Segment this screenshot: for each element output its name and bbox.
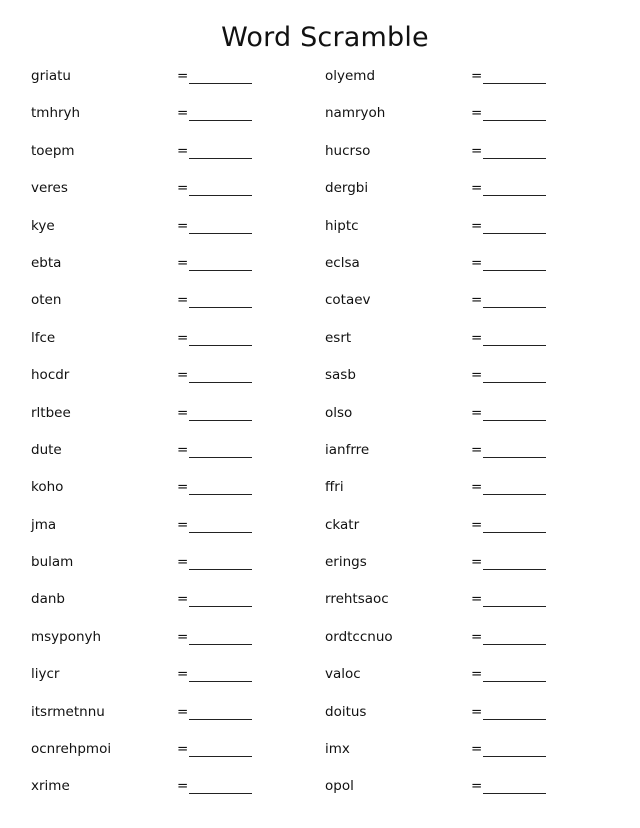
scrambled-word: danb [31,591,65,608]
scramble-row [0,132,300,169]
equals-sign: = [177,554,189,571]
scramble-row [0,543,300,580]
scrambled-word: ckatr [325,516,360,533]
equals-sign: = [177,591,189,608]
scrambled-word: valoc [325,666,361,683]
scramble-row [294,356,594,393]
scrambled-word: rrehtsaoc [325,591,389,608]
scrambled-word: imx [325,741,350,758]
scrambled-word: dute [31,441,62,458]
answer-blank [189,532,252,533]
scrambled-word: kye [31,217,55,234]
scrambled-word: hocdr [31,367,70,384]
scramble-row [294,618,594,655]
scramble-row [0,319,300,356]
scrambled-word: jma [31,516,57,533]
answer-blank [483,345,546,346]
equals-sign: = [177,628,189,645]
answer-blank [483,307,546,308]
scramble-row [294,431,594,468]
scramble-row [294,94,594,131]
answer-blank [483,83,546,84]
equals-sign: = [471,404,483,421]
scramble-row [294,394,594,431]
scramble-row [294,693,594,730]
answer-blank [189,719,252,720]
answer-blank [189,195,252,196]
answer-blank [483,120,546,121]
scramble-row [0,655,300,692]
equals-sign: = [471,329,483,346]
equals-sign: = [471,479,483,496]
answer-blank [483,457,546,458]
equals-sign: = [177,441,189,458]
scrambled-word: koho [31,479,64,496]
answer-blank [189,457,252,458]
equals-sign: = [471,217,483,234]
answer-blank [189,644,252,645]
equals-sign: = [177,329,189,346]
scrambled-word: itsrmetnnu [31,703,105,720]
answer-blank [189,793,252,794]
answer-blank [483,793,546,794]
equals-sign: = [177,217,189,234]
equals-sign: = [471,441,483,458]
answer-blank [189,83,252,84]
scrambled-word: namryoh [325,105,386,122]
answer-blank [189,420,252,421]
equals-sign: = [177,292,189,309]
equals-sign: = [177,778,189,795]
scrambled-word: hiptc [325,217,359,234]
answer-blank [483,681,546,682]
answer-blank [189,307,252,308]
equals-sign: = [471,142,483,159]
equals-sign: = [471,666,483,683]
scramble-row [0,767,300,804]
answer-blank [189,681,252,682]
equals-sign: = [471,554,483,571]
equals-sign: = [471,703,483,720]
scrambled-word: doitus [325,703,367,720]
equals-sign: = [471,741,483,758]
scramble-column-left [0,57,300,805]
scramble-row [294,655,594,692]
equals-sign: = [471,591,483,608]
answer-blank [189,606,252,607]
scrambled-word: bulam [31,554,74,571]
answer-blank [483,158,546,159]
answer-blank [189,120,252,121]
answer-blank [189,382,252,383]
equals-sign: = [177,703,189,720]
scrambled-word: esrt [325,329,352,346]
scramble-row [0,468,300,505]
equals-sign: = [177,367,189,384]
scramble-row [0,207,300,244]
scrambled-word: rltbee [31,404,71,421]
scramble-row [0,730,300,767]
equals-sign: = [177,254,189,271]
scramble-row [294,132,594,169]
scrambled-word: erings [325,554,367,571]
scrambled-word: toepm [31,142,75,159]
scrambled-word: lfce [31,329,56,346]
scramble-row [0,281,300,318]
scrambled-word: ffri [325,479,344,496]
scramble-row [294,767,594,804]
scrambled-word: msyponyh [31,628,102,645]
equals-sign: = [177,68,189,84]
scrambled-word: cotaev [325,292,371,309]
answer-blank [189,494,252,495]
answer-blank [483,382,546,383]
scramble-row [294,730,594,767]
scramble-row [294,244,594,281]
answer-blank [483,719,546,720]
scrambled-word: dergbi [325,180,369,197]
answer-blank [483,756,546,757]
equals-sign: = [471,778,483,795]
scramble-row [0,431,300,468]
scrambled-word: xrime [31,778,70,795]
equals-sign: = [471,628,483,645]
scrambled-word: olso [325,404,353,421]
answer-blank [483,532,546,533]
scramble-row [0,506,300,543]
scrambled-word: veres [31,180,68,197]
equals-sign: = [471,105,483,122]
equals-sign: = [471,292,483,309]
equals-sign: = [177,741,189,758]
scrambled-word: griatu [31,68,71,84]
page-title: Word Scramble [221,22,429,53]
answer-blank [483,195,546,196]
answer-blank [483,494,546,495]
scrambled-word: olyemd [325,68,376,84]
scrambled-word: ocnrehpmoi [31,741,112,758]
answer-blank [189,233,252,234]
scramble-row [0,618,300,655]
scramble-row [0,244,300,281]
scramble-row [294,319,594,356]
scrambled-word: ianfrre [325,441,370,458]
scrambled-word: eclsa [325,254,360,271]
scramble-row [294,506,594,543]
equals-sign: = [471,68,483,84]
equals-sign: = [177,516,189,533]
scramble-row [294,580,594,617]
scramble-row [0,57,300,94]
scrambled-word: hucrso [325,142,371,159]
scramble-row [0,693,300,730]
scramble-row [294,169,594,206]
answer-blank [483,233,546,234]
equals-sign: = [177,180,189,197]
scrambled-word: ordtccnuo [325,628,393,645]
equals-sign: = [177,404,189,421]
answer-blank [189,345,252,346]
scrambled-word: opol [325,778,354,795]
answer-blank [189,158,252,159]
scramble-row [294,543,594,580]
equals-sign: = [177,479,189,496]
equals-sign: = [177,142,189,159]
scramble-row [294,281,594,318]
scramble-row [0,394,300,431]
scramble-row [0,356,300,393]
answer-blank [483,606,546,607]
equals-sign: = [471,367,483,384]
scramble-row [0,580,300,617]
scramble-row [294,468,594,505]
answer-blank [483,569,546,570]
answer-blank [189,756,252,757]
answer-blank [483,420,546,421]
equals-sign: = [177,666,189,683]
scrambled-word: ebta [31,254,62,271]
equals-sign: = [177,105,189,122]
scramble-row [294,57,594,94]
equals-sign: = [471,516,483,533]
equals-sign: = [471,254,483,271]
scrambled-word: tmhryh [31,105,81,122]
scramble-row [294,207,594,244]
scramble-column-right [294,57,594,805]
scramble-row [0,169,300,206]
answer-blank [483,644,546,645]
answer-blank [189,270,252,271]
equals-sign: = [471,180,483,197]
answer-blank [189,569,252,570]
scramble-row [0,94,300,131]
scrambled-word: sasb [325,367,356,384]
scrambled-word: liycr [31,666,60,683]
answer-blank [483,270,546,271]
scrambled-word: oten [31,292,62,309]
